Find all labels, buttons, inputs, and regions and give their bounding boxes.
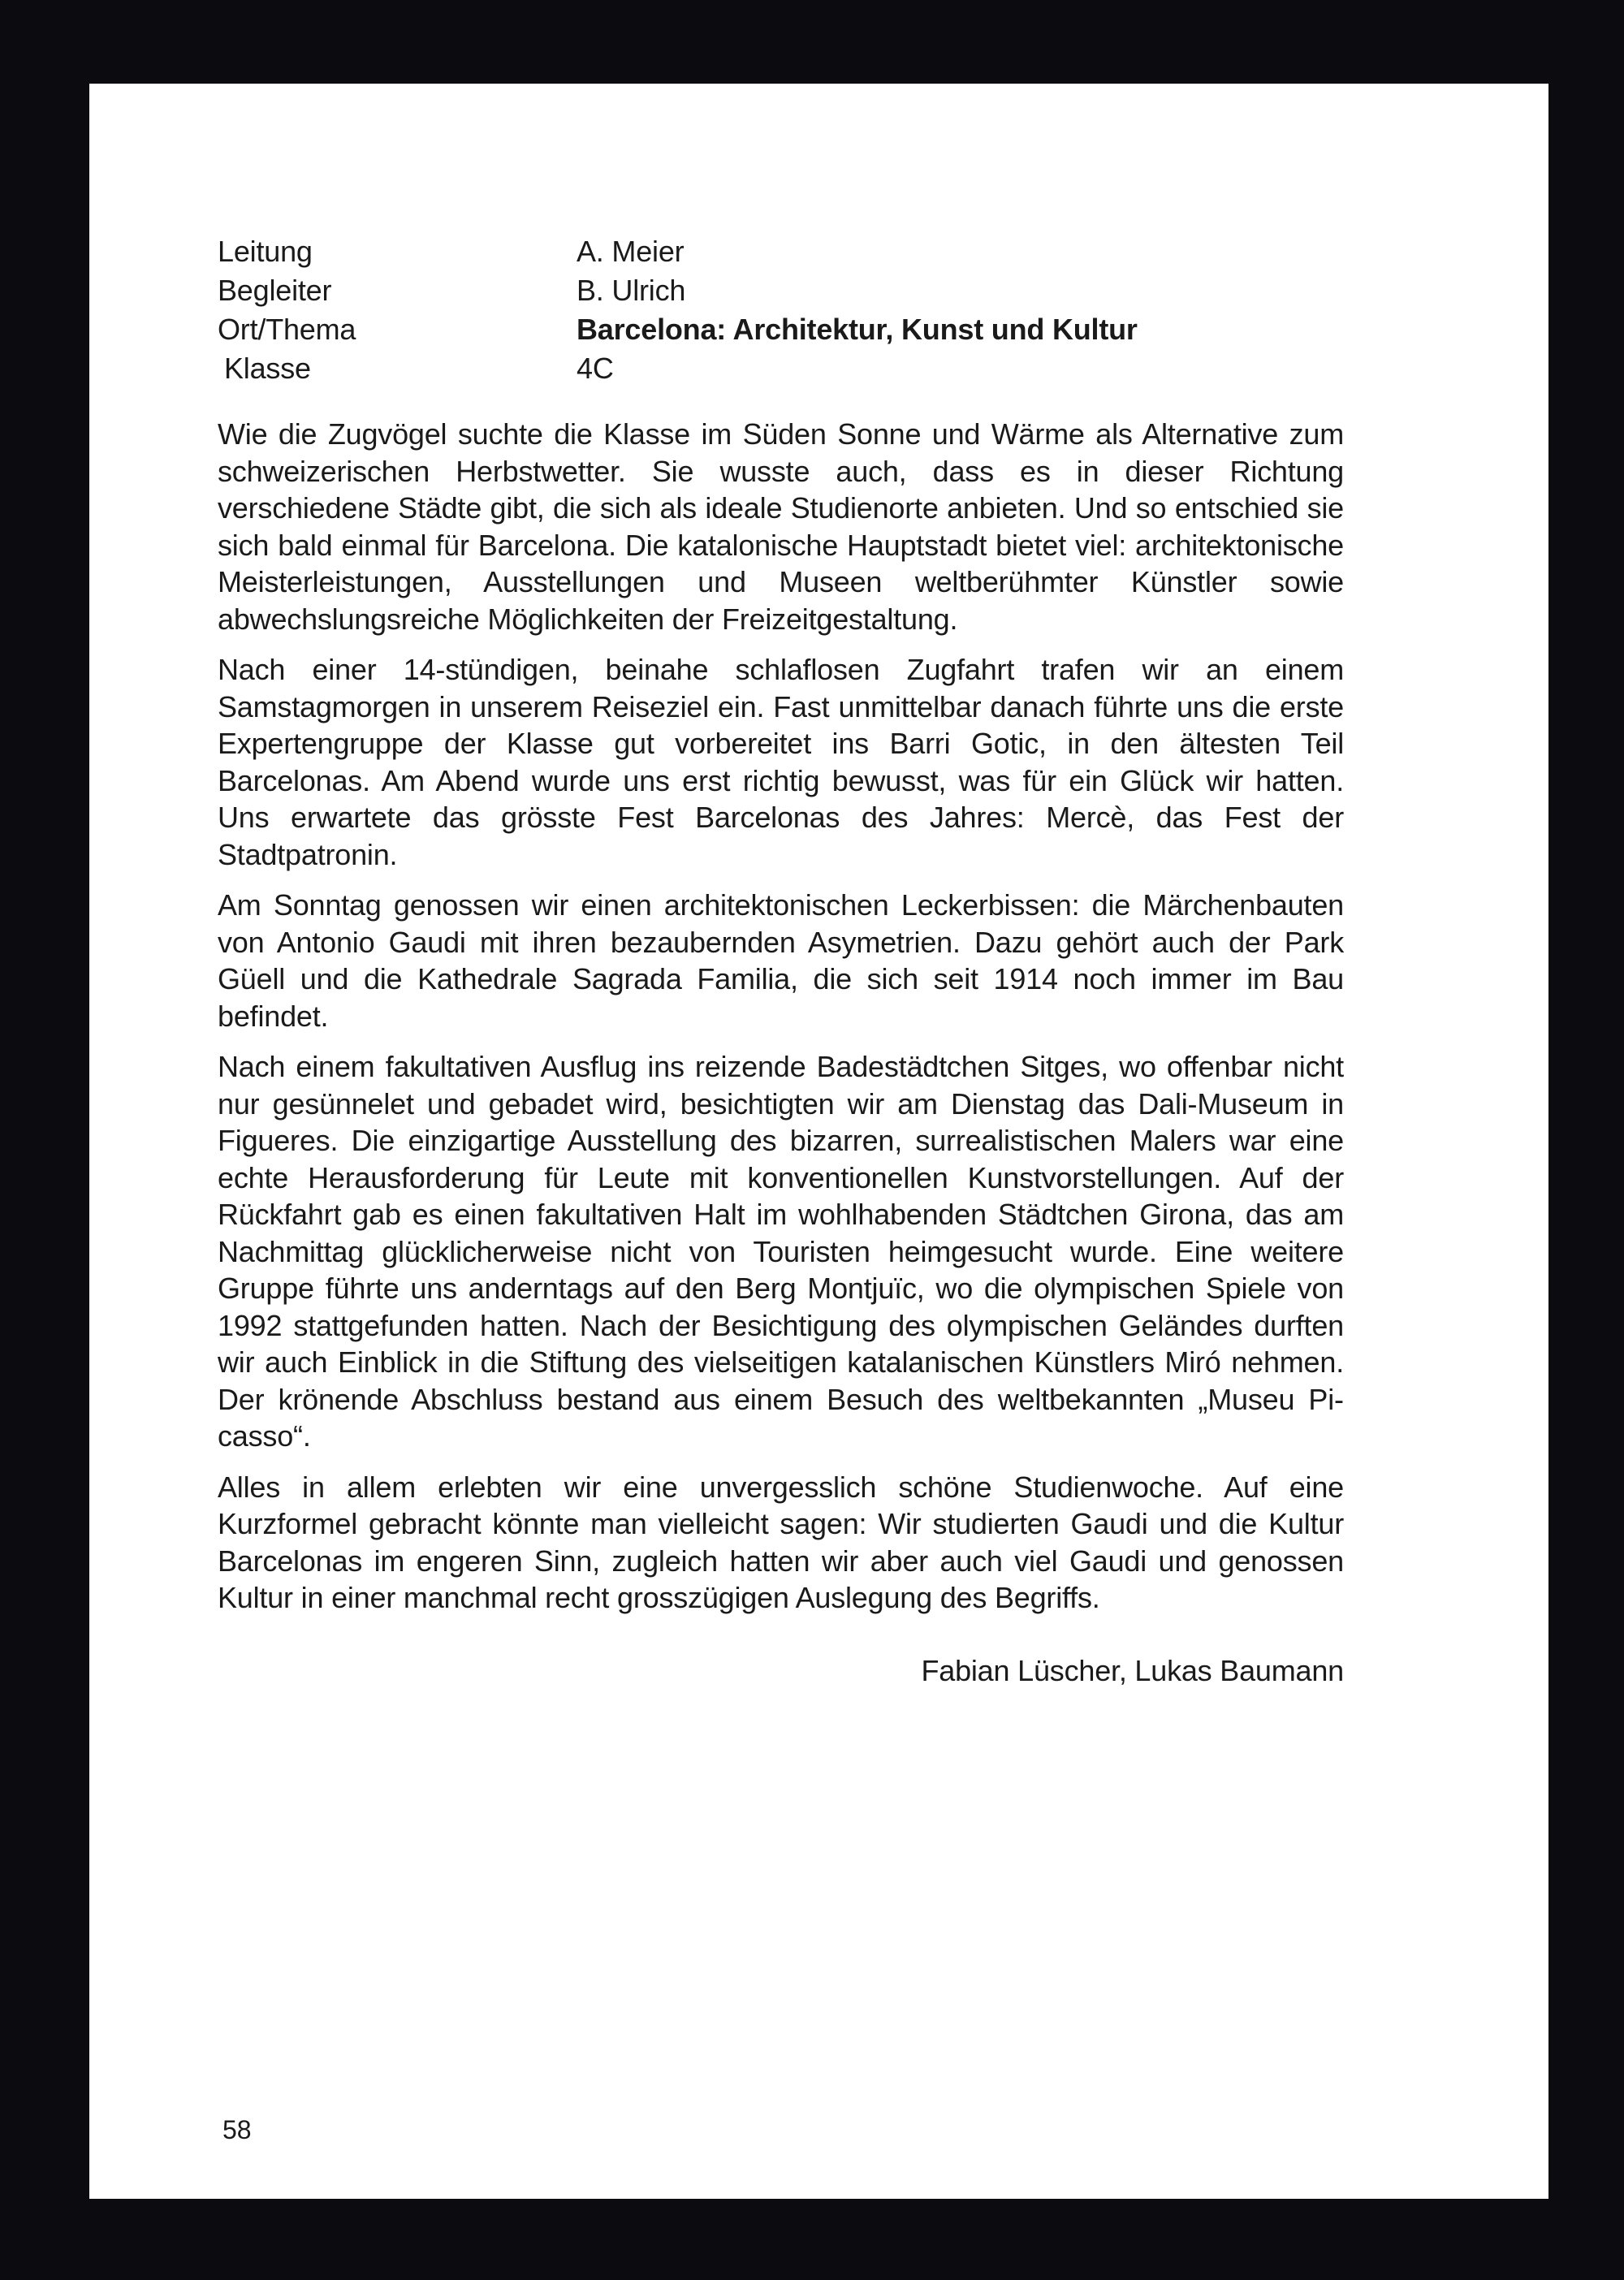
- page-number: 58: [222, 2115, 252, 2144]
- author-signature: Fabian Lüscher, Lukas Baumann: [921, 1653, 1344, 1687]
- begleiter-value: B. Ulrich: [577, 274, 686, 307]
- paragraph-intro: Wie die Zugvögel suchte die Klasse im Süden Sonne und Wärme als Alternative zum schweizerischen Herbstwetter. Sie wusste auch, dass es in dieser Richtung verschiedene Städte gibt, die sich als ideale Studienorte anbieten. Und so entschied sie sich bald einmal für Barcelona. Die katalonische Hauptstadt bietet viel: architektonische Meisterleistungen, Ausstellungen und Museen weltberühmter Künstler sowie abwechslungsreiche Möglichkeiten der Freizeitgestaltung.: [218, 417, 1344, 636]
- leitung-value: A. Meier: [577, 235, 685, 268]
- paragraph-gaudi: Am Sonntag genossen wir einen architektonischen Leckerbissen: die Märchenbauten von Antonio Gaudi mit ihren bezaubernden Asymetrien. Dazu gehört auch der Park Güell und die Kathedrale Sagrada Familia, die sich seit 1914 noch immer im Bau befindet.: [218, 888, 1344, 1033]
- klasse-value: 4C: [577, 352, 614, 385]
- paragraph-excursions: Nach einem fakultativen Ausflug ins reizende Badestädtchen Sitges, wo offenbar nicht nur gesünnelet und gebadet wird, besichtigten wir am Dienstag das Dali-Museum in Figueres. Die einzigartige Ausstellung des bizarren, surrealistischen Malers war eine echte Herausforderung für Leute mit konventionellen Kunstvorstellungen. Auf der Rückfahrt gab es einen fakultativen Halt im wohlhabenden Städtchen Girona, das am Nachmittag glücklicherweise nicht von Touristen heimgesucht wurde. Eine weitere Gruppe führte uns anderntags auf den Berg Montjuïc, wo die olympischen Spiele von 1992 stattgefunden hatten. Nach der Besichtigung des olympischen Geländes durften wir auch Einblick in die Stiftung des vielseitigen katalanischen Künstlers Miró nehmen. Der krönende Abschluss bestand aus einem Besuch des weltbekannten „Museu Picasso“.: [218, 1050, 1344, 1453]
- ort-thema-label: Ort/Thema: [218, 313, 356, 346]
- klasse-label: Klasse: [224, 352, 311, 385]
- trip-info-table: [218, 232, 1344, 388]
- ort-thema-value: Barcelona: Architektur, Kunst und Kultur: [577, 313, 1138, 346]
- paragraph-conclusion: Alles in allem erlebten wir eine unvergesslich schöne Studienwoche. Auf eine Kurzformel gebracht könnte man vielleicht sagen: Wir studierten Gaudi und die Kultur Barcelonas im engeren Sinn, zugleich hatten wir aber auch viel Gaudi und genossen Kultur in einer manchmal recht grosszügigen Auslegung des Begriffs.: [218, 1470, 1344, 1614]
- leitung-label: Leitung: [218, 235, 313, 268]
- paragraph-arrival: Nach einer 14-stündigen, beinahe schlaflosen Zugfahrt trafen wir an einem Samstagmorgen in unserem Reiseziel ein. Fast unmittelbar danach führte uns die erste Expertengruppe der Klasse gut vorbereitet ins Barri Gotic, in den ältesten Teil Barcelonas. Am Abend wurde uns erst richtig bewusst, was für ein Glück wir hatten. Uns erwartete das grösste Fest Barcelonas des Jahres: Mercè, das Fest der Stadtpatronin.: [218, 653, 1344, 871]
- document-page: [89, 84, 1548, 2199]
- begleiter-label: Begleiter: [218, 274, 332, 307]
- article-content: [218, 232, 1344, 1689]
